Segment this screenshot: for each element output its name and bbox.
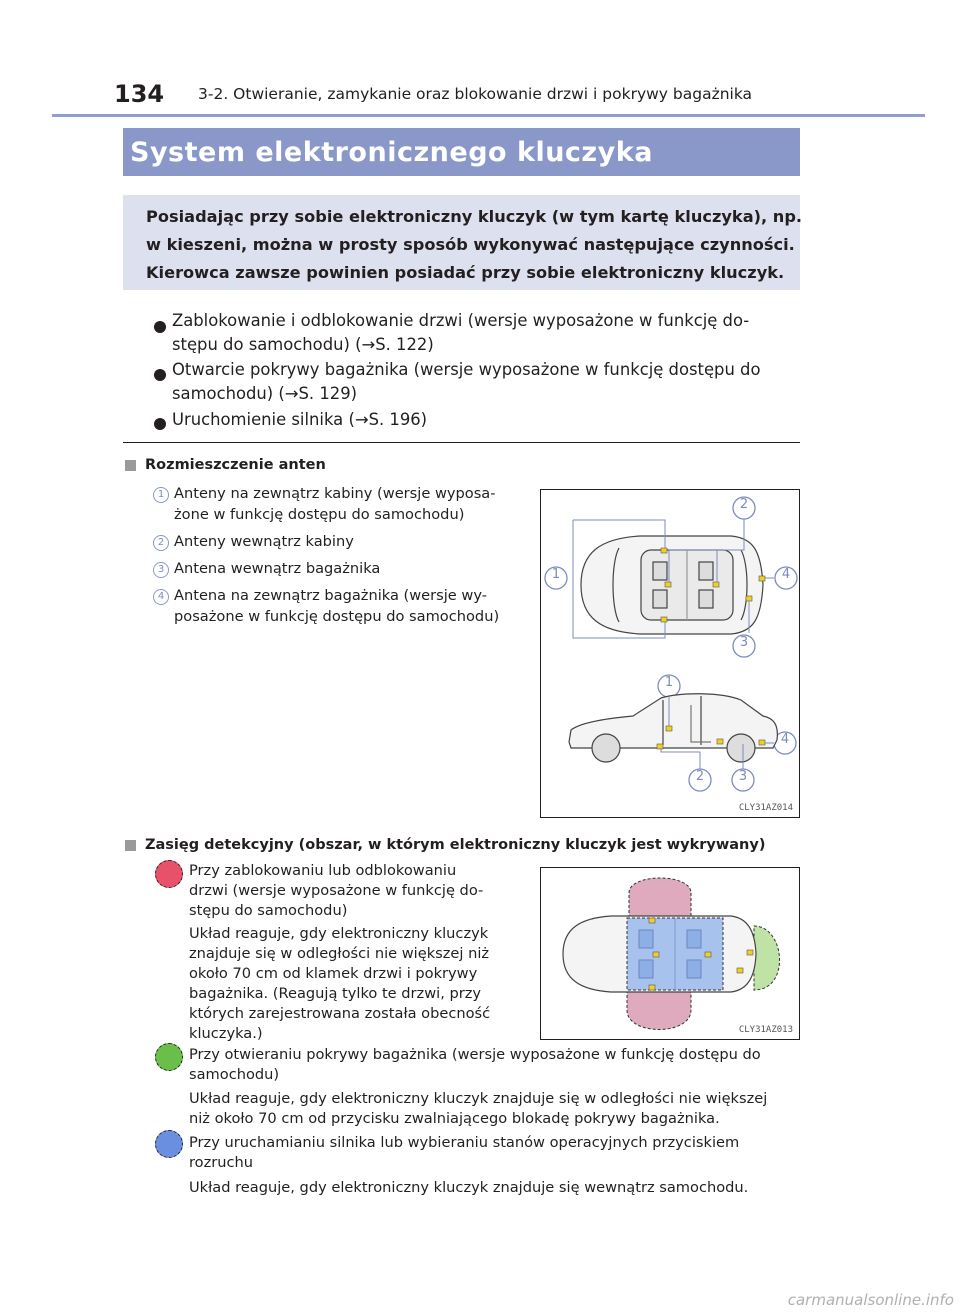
intro-line: w kieszeni, można w prosty sposób wykonywać następujące czynności. [146, 235, 795, 254]
bullet-icon [154, 418, 166, 430]
range-heading: Zasięg detekcyjny (obszar, w którym elektroniczny kluczyk jest wykrywany) [145, 837, 766, 853]
legend-text: znajduje się w odległości nie większej niż [189, 945, 490, 962]
figure-code: CLY31AZ014 [738, 803, 793, 813]
number-badge: 4 [153, 589, 169, 605]
bullet-text: Otwarcie pokrywy bagażnika (wersje wyposażone w funkcję dostępu do [172, 360, 761, 379]
callout-label: 1 [664, 675, 674, 690]
callout-label: 2 [695, 769, 705, 784]
antenna-item-text: Anteny wewnątrz kabiny [174, 533, 354, 550]
legend-text: których zarejestrowana została obecność [189, 1005, 491, 1022]
trunk-range-legend-icon [155, 1043, 183, 1071]
bullet-text: samochodu) (→S. 129) [172, 384, 358, 403]
callout-label: 4 [781, 567, 791, 582]
bullet-icon [154, 369, 166, 381]
bullet-text: Zablokowanie i odblokowanie drzwi (wersje wyposażone w funkcję do- [172, 311, 750, 330]
section-divider [123, 442, 800, 443]
legend-text: bagażnika. (Reagują tylko te drzwi, przy [189, 985, 482, 1002]
antenna-item-text: Antena na zewnątrz bagażnika (wersje wy- [174, 587, 488, 604]
door-range-legend-icon [155, 860, 183, 888]
callout-label: 4 [780, 732, 790, 747]
square-bullet-icon [125, 460, 136, 471]
bullet-text: stępu do samochodu) (→S. 122) [172, 335, 434, 354]
bullet-icon [154, 321, 166, 333]
legend-text: Układ reaguje, gdy elektroniczny kluczyk znajduje się w odległości nie większej [189, 1090, 768, 1107]
chapter-title: 3-2. Otwieranie, zamykanie oraz blokowanie drzwi i pokrywy bagażnika [198, 85, 753, 103]
engine-range-legend-icon [155, 1130, 183, 1158]
page-number: 134 [114, 80, 165, 108]
legend-text: niż około 70 cm od przycisku zwalniającego blokadę pokrywy bagażnika. [189, 1110, 720, 1127]
bullet-text: Uruchomienie silnika (→S. 196) [172, 410, 428, 429]
legend-text: samochodu) [189, 1066, 280, 1083]
square-bullet-icon [125, 840, 136, 851]
antenna-item-text: posażone w funkcję dostępu do samochodu) [174, 608, 500, 625]
number-badge: 3 [153, 562, 169, 578]
legend-text: Układ reaguje, gdy elektroniczny kluczyk znajduje się wewnątrz samochodu. [189, 1179, 749, 1196]
intro-line: Kierowca zawsze powinien posiadać przy sobie elektroniczny kluczyk. [146, 263, 785, 282]
antenna-layout-figure [540, 489, 800, 818]
detection-range-figure [540, 867, 800, 1040]
callout-label: 3 [739, 635, 749, 650]
header-rule [52, 114, 925, 117]
legend-text: drzwi (wersje wyposażone w funkcję do- [189, 882, 484, 899]
callout-label: 3 [738, 769, 748, 784]
legend-text: Układ reaguje, gdy elektroniczny kluczyk [189, 925, 489, 942]
car-top-view [581, 536, 763, 634]
legend-text: Przy uruchamianiu silnika lub wybieraniu stanów operacyjnych przyciskiem [189, 1134, 740, 1151]
watermark: carmanualsonline.info [787, 1291, 954, 1309]
intro-line: Posiadając przy sobie elektroniczny kluczyk (w tym kartę kluczyka), np. [146, 207, 803, 226]
callout-label: 1 [551, 567, 561, 582]
legend-text: Przy otwieraniu pokrywy bagażnika (wersje wyposażone w funkcję dostępu do [189, 1046, 761, 1063]
number-badge: 1 [153, 487, 169, 503]
antenna-item-text: Antena wewnątrz bagażnika [174, 560, 381, 577]
section-title: System elektronicznego kluczyka [130, 137, 653, 168]
legend-text: rozruchu [189, 1154, 254, 1171]
antenna-layout-illustration [541, 490, 799, 817]
legend-text: stępu do samochodu) [189, 902, 348, 919]
legend-text: kluczyka.) [189, 1025, 263, 1042]
detection-range-illustration [541, 868, 799, 1039]
number-badge: 2 [153, 535, 169, 551]
antennas-heading: Rozmieszczenie anten [145, 457, 326, 473]
legend-text: około 70 cm od klamek drzwi i pokrywy [189, 965, 478, 982]
antenna-item-text: żone w funkcję dostępu do samochodu) [174, 506, 465, 523]
antenna-item-text: Anteny na zewnątrz kabiny (wersje wyposa- [174, 485, 496, 502]
callout-label: 2 [739, 497, 749, 512]
figure-code: CLY31AZ013 [738, 1025, 793, 1035]
legend-text: Przy zablokowaniu lub odblokowaniu [189, 862, 457, 879]
